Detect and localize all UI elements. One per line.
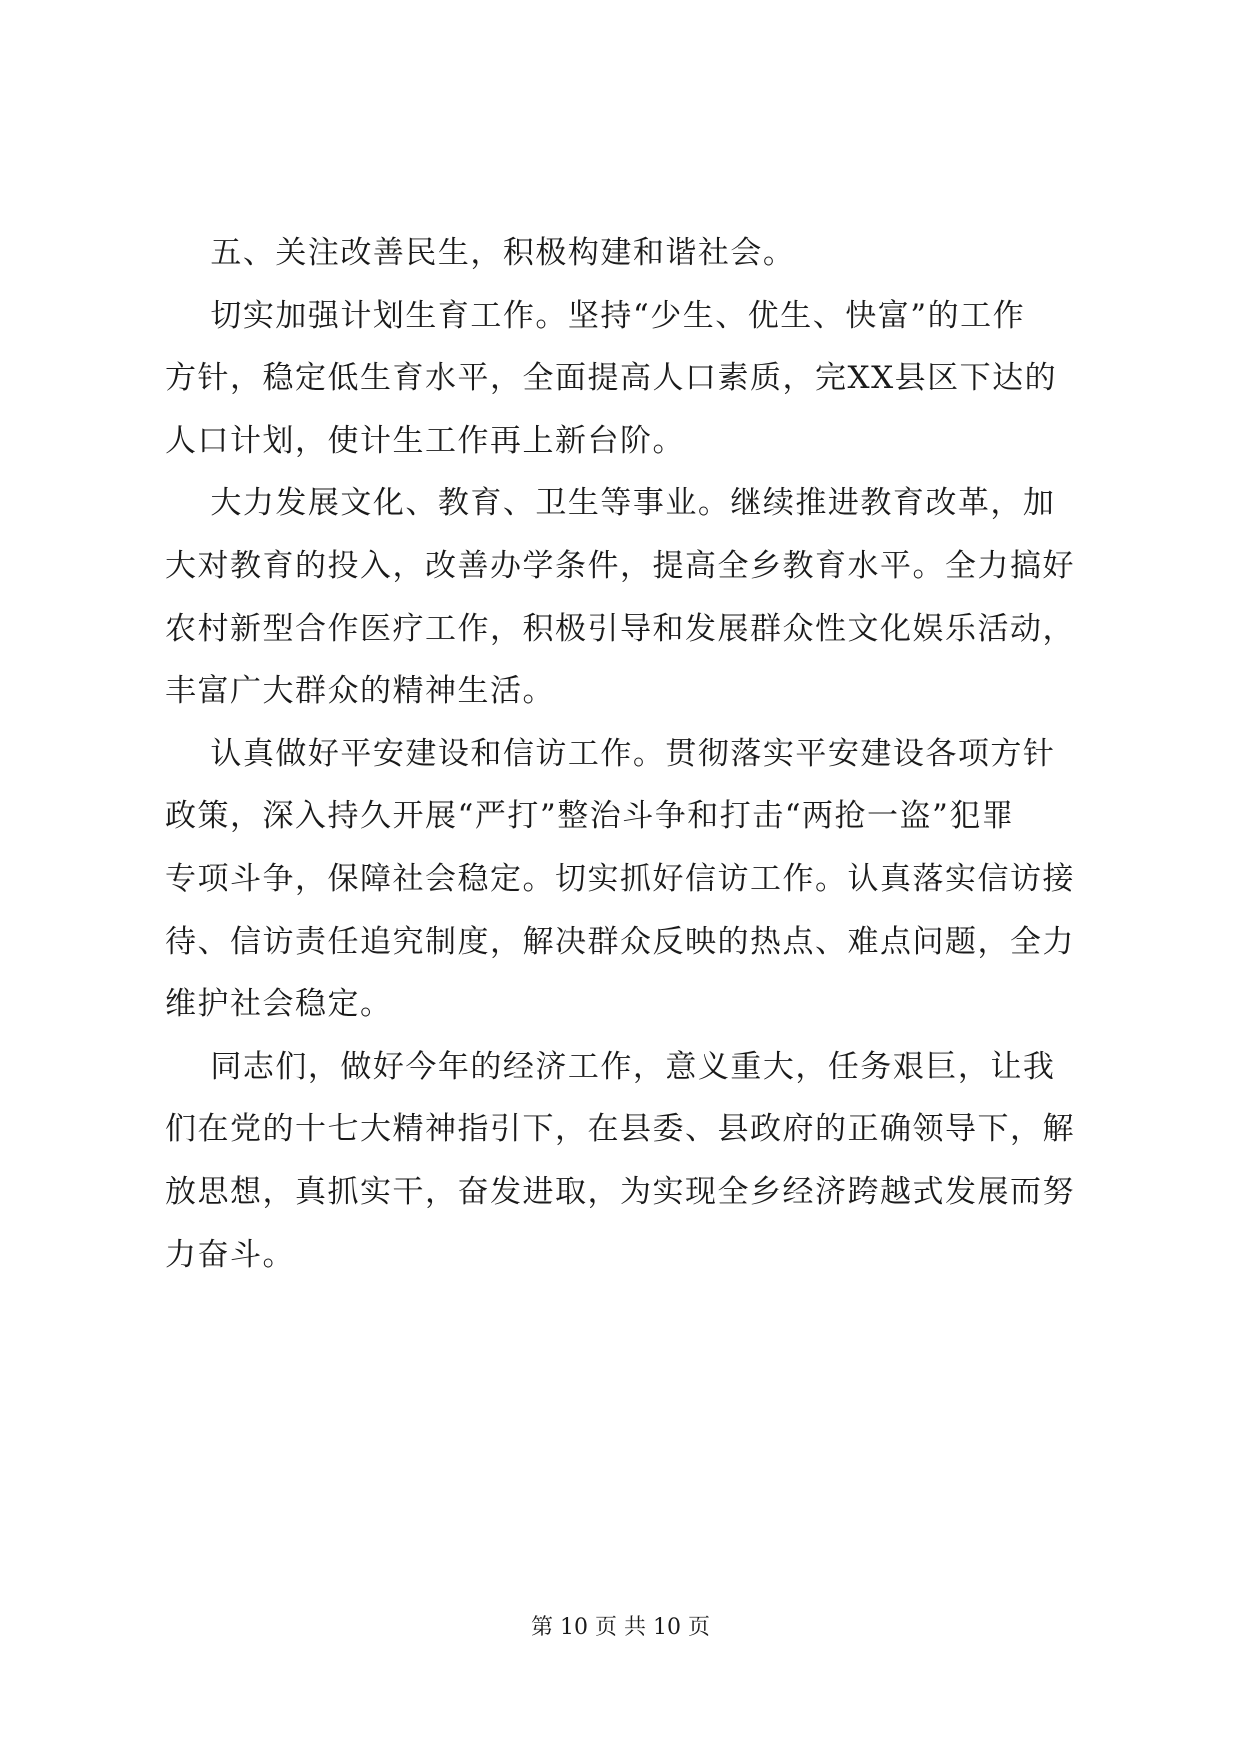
document-body (165, 222, 1087, 1286)
page-footer (0, 1610, 1241, 1641)
paragraph-line: 切实加强计划生育工作。坚持“少生、优生、快富”的工作 (165, 297, 1026, 334)
paragraph-line: 力奋斗。 (165, 1236, 295, 1273)
paragraph-line: 待、信访责任追究制度，解决群众反映的热点、难点问题，全力 (165, 923, 1075, 960)
paragraph-line: 同志们，做好今年的经济工作，意义重大，任务艰巨，让我 (165, 1048, 1056, 1085)
page-number-label: 第 10 页 共 10 页 (531, 1615, 710, 1640)
paragraph-line: 大力发展文化、教育、卫生等事业。继续推进教育改革，加 (165, 485, 1056, 522)
paragraph-line: 方针，稳定低生育水平，全面提高人口素质，完XX县区下达的 (165, 360, 1058, 397)
paragraph-line: 丰富广大群众的精神生活。 (165, 673, 555, 710)
paragraph-line: 认真做好平安建设和信访工作。贯彻落实平安建设各项方针 (165, 735, 1056, 772)
paragraph-line: 维护社会稳定。 (165, 986, 393, 1023)
paragraph-line: 专项斗争，保障社会稳定。切实抓好信访工作。认真落实信访接 (165, 860, 1075, 897)
paragraph-line: 放思想，真抓实干，奋发进取，为实现全乡经济跨越式发展而努 (165, 1173, 1075, 1210)
section-heading: 五、关注改善民生，积极构建和谐社会。 (165, 235, 796, 271)
paragraph-line: 大对教育的投入，改善办学条件，提高全乡教育水平。全力搞好 (165, 547, 1075, 584)
paragraph-line: 农村新型合作医疗工作，积极引导和发展群众性文化娱乐活动， (165, 610, 1075, 647)
paragraph-line: 政策，深入持久开展“严打”整治斗争和打击“两抢一盗”犯罪 (165, 798, 1015, 835)
paragraph-line: 们在党的十七大精神指引下，在县委、县政府的正确领导下，解 (165, 1111, 1075, 1148)
paragraph-line: 人口计划，使计生工作再上新台阶。 (165, 422, 685, 459)
